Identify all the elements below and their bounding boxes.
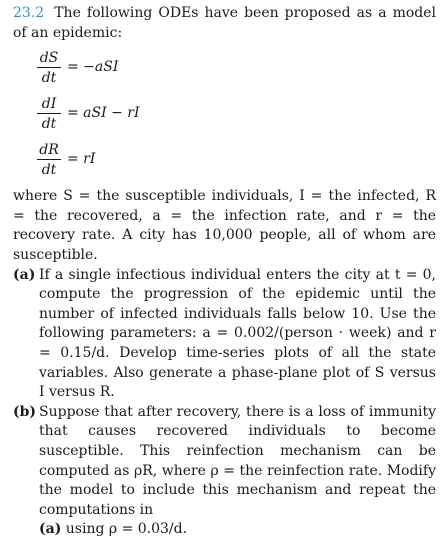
equation-rhs: = rI [67,151,96,168]
problem-statement [13,4,436,43]
fraction-denominator: dt [41,162,57,179]
equation-susceptible [37,47,436,89]
part-a [13,266,436,403]
part-body [39,403,436,540]
part-text: Suppose that after recovery, there is a loss of immunity that causes recovered individuals to become susceptible. This reinfection mechanism can be computed as ρR, where ρ = the reinfection rate. Modify the model to include this mechanism and repeat the computations in [39,403,436,518]
variable-definitions: where S = the susceptible individuals, I = the infected, R = the recovered, a = the infection rate, and r = the recovery rate. A city has 10,000 people, all of whom are susceptible. [13,188,436,263]
equation-recovered [37,139,436,181]
equation-infected [37,93,436,135]
part-b [13,403,436,540]
fraction-numerator: dI [37,96,61,114]
problem-intro: The following ODEs have been proposed as a model of an epidemic: [13,5,436,41]
part-label: (a) [13,266,36,283]
problem-number: 23.2 [13,5,45,21]
derivative-fraction [37,50,61,86]
fraction-numerator: dR [37,142,61,160]
part-subtext: using ρ = 0.03/d. [65,521,188,538]
fraction-denominator: dt [41,70,57,87]
fraction-numerator: dS [37,50,61,68]
part-reference: (a) [39,521,62,538]
derivative-fraction [37,142,61,178]
equation-rhs: = aSI − rI [67,105,140,122]
fraction-denominator: dt [41,116,57,133]
derivative-fraction [37,96,61,132]
part-label: (b) [13,403,37,420]
part-text: If a single infectious individual enters the city at t = 0, compute the progression of the epidemic until the number of infected individuals falls below 10. Use the following parameters: a = 0.002/(person · week) and r = 0.15/d. Develop time-series plots of all the state variables. Also generate a phase-plane plot of S versus I versus R. [39,266,436,401]
equation-rhs: = −aSI [67,59,119,76]
ode-system [37,47,436,181]
